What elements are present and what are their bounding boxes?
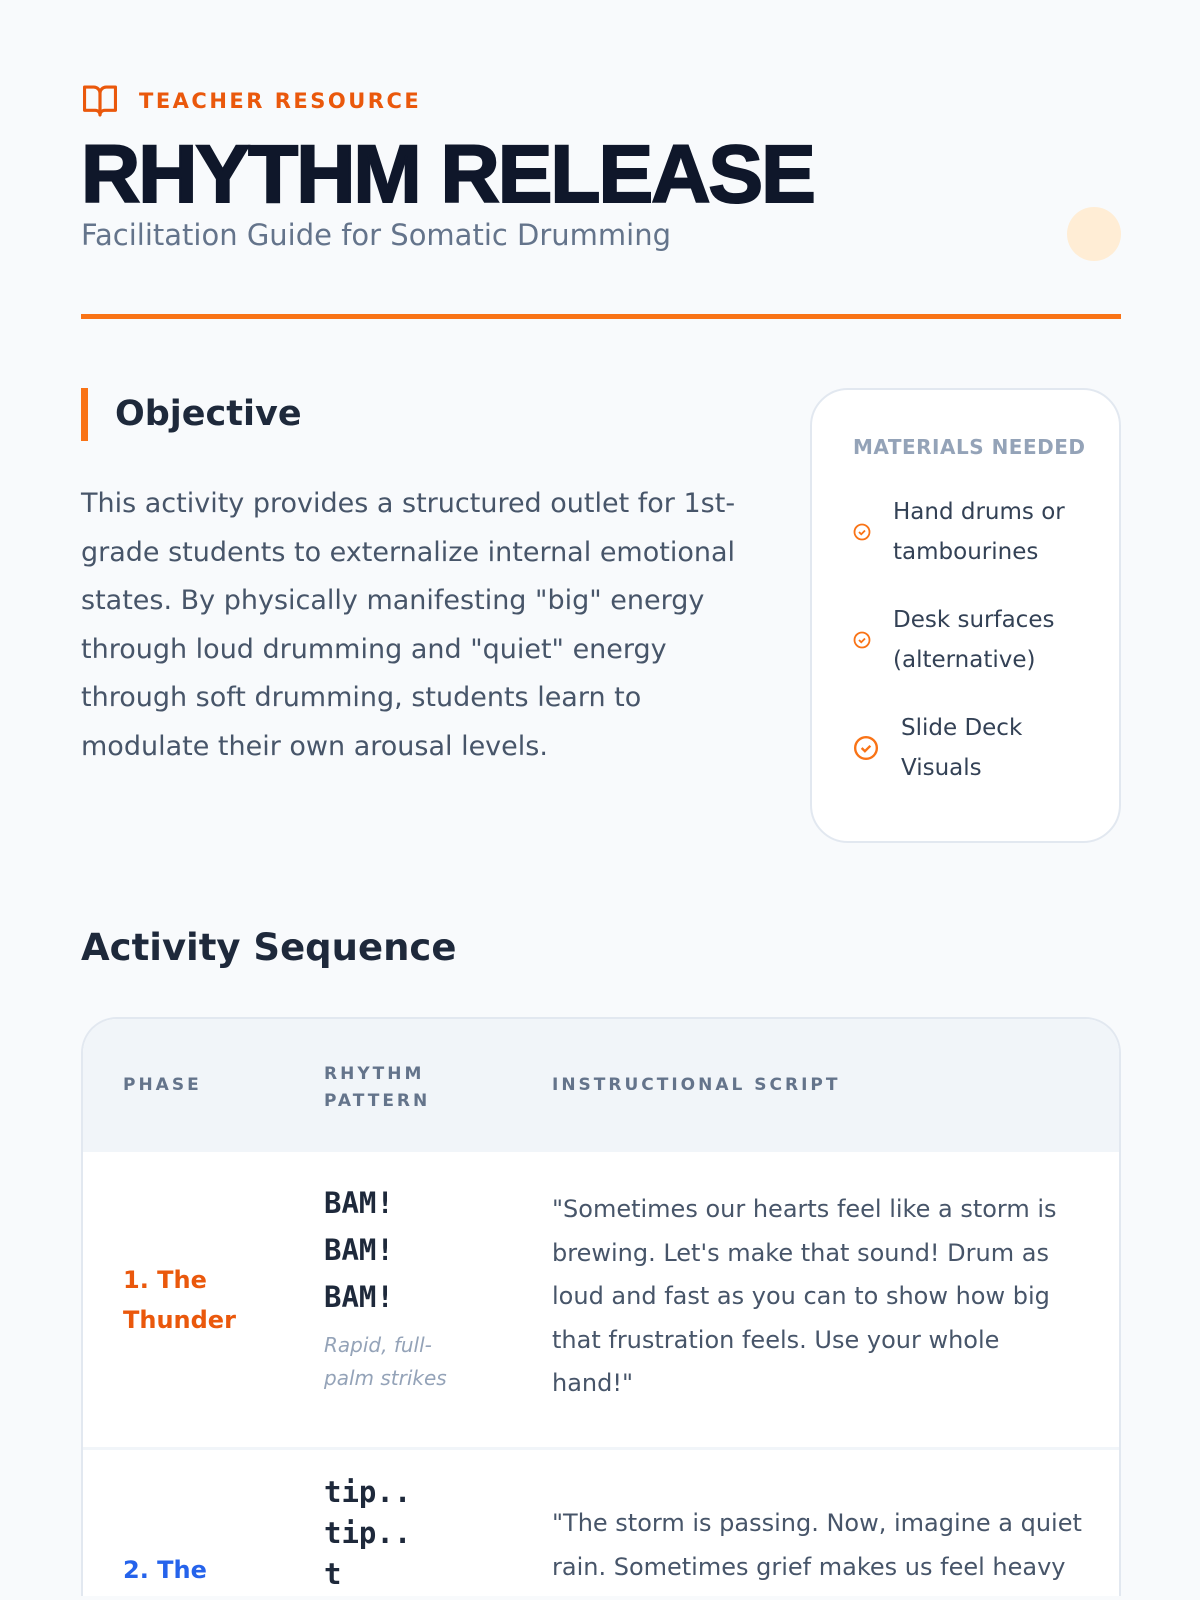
check-circle-icon bbox=[853, 631, 871, 649]
column-header-pattern: RHYTHM PATTERN bbox=[324, 1064, 431, 1111]
materials-heading: MATERIALS NEEDED bbox=[853, 435, 1086, 459]
activity-table bbox=[81, 1017, 1121, 1596]
column-header-phase: PHASE bbox=[123, 1075, 202, 1095]
rhythm-pattern bbox=[324, 1472, 474, 1595]
script-text: "Sometimes our hearts feel like a storm is brewing. Let's make that sound! Drum as loud and fast as you can to show how big that frustration feels. Use your whole hand!" bbox=[552, 1195, 1057, 1397]
rhythm-pattern bbox=[324, 1180, 474, 1395]
page-subtitle: Facilitation Guide for Somatic Drumming bbox=[81, 218, 672, 252]
decorative-circle bbox=[1067, 207, 1121, 261]
eyebrow-label: TEACHER RESOURCE bbox=[139, 89, 422, 113]
pattern-beat: tip.. bbox=[324, 1516, 412, 1550]
pattern-beat: BAM! bbox=[324, 1186, 394, 1220]
material-label: Slide Deck Visuals bbox=[901, 715, 1023, 781]
materials-card bbox=[810, 388, 1121, 843]
phase-label: 1. The Thunder bbox=[123, 1266, 236, 1334]
material-label: Desk surfaces (alternative) bbox=[893, 607, 1055, 673]
check-circle-icon bbox=[853, 735, 879, 761]
table-row bbox=[83, 1152, 1119, 1450]
table-row bbox=[83, 1450, 1119, 1596]
sequence-heading: Activity Sequence bbox=[81, 926, 457, 969]
material-item bbox=[853, 600, 1089, 680]
material-label: Hand drums or tambourines bbox=[893, 499, 1065, 565]
pattern-beat: BAM! bbox=[324, 1280, 394, 1314]
book-open-icon bbox=[81, 84, 119, 118]
pattern-beat: BAM! bbox=[324, 1233, 394, 1267]
objective-heading: Objective bbox=[81, 388, 302, 441]
column-header-script: INSTRUCTIONAL SCRIPT bbox=[552, 1075, 841, 1095]
page-title: RHYTHM RELEASE bbox=[81, 129, 814, 220]
check-circle-icon bbox=[853, 523, 871, 541]
objective-text: This activity provides a structured outlet for 1st-grade students to externalize internal emotional states. By physically manifesting "big" energy through loud drumming and "quiet" energy through soft drumming, students learn to modulate their own arousal levels. bbox=[81, 488, 736, 762]
table-header bbox=[83, 1019, 1119, 1152]
pattern-beat: t bbox=[324, 1557, 342, 1591]
header-divider bbox=[81, 314, 1121, 319]
phase-label: 2. The bbox=[123, 1556, 207, 1584]
material-item bbox=[853, 708, 1089, 788]
eyebrow bbox=[81, 84, 421, 118]
pattern-beat: tip.. bbox=[324, 1475, 412, 1509]
pattern-note: Rapid, full-palm strikes bbox=[324, 1333, 447, 1390]
material-item bbox=[853, 492, 1089, 572]
script-text: "The storm is passing. Now, imagine a quiet rain. Sometimes grief makes us feel heavy bbox=[552, 1509, 1082, 1581]
